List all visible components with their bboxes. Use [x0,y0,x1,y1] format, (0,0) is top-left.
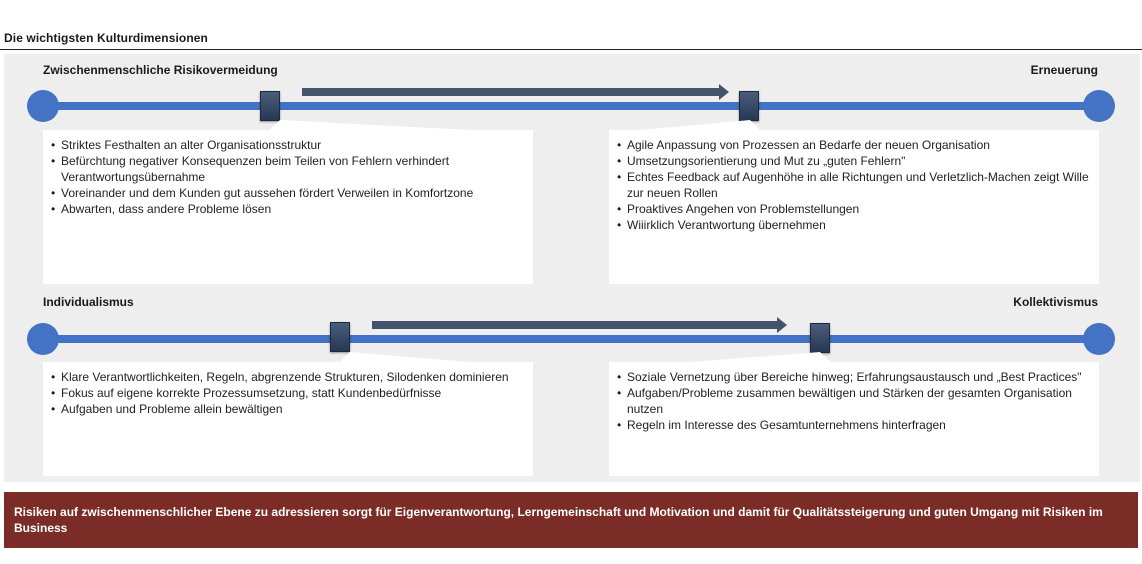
dimension-1-target-marker [739,91,759,121]
list-item: • Umsetzungsorientierung und Mut zu „guten Fehlern" [617,153,1089,169]
dimension-1-current-marker [260,91,280,121]
list-item: • Soziale Vernetzung über Bereiche hinweg; Erfahrungsaustausch und „Best Practices" [617,369,1089,385]
list-item: • Abwarten, dass andere Probleme lösen [51,201,523,217]
dimension-1-right-box [609,130,1099,284]
list-item: • Regeln im Interesse des Gesamtunternehmens hinterfragen [617,417,1089,433]
dimension-1-right-callout-pointer [640,120,760,130]
dimension-1-axis [43,102,1099,110]
dimension-1-right-label: Erneuerung [1030,63,1098,77]
dimension-2-arrow-head [777,317,787,333]
dimension-2-right-label: Kollektivismus [1013,295,1098,309]
dimension-2-left-box [43,362,533,476]
list-item: • Wiiirklich Verantwortung übernehmen [617,217,1089,233]
dimension-1-left-callout-pointer [270,120,470,130]
dimension-2-right-callout-pointer [690,352,830,362]
dimension-2-left-endpoint [27,323,59,355]
dimension-2-current-marker [330,322,350,352]
summary-banner: Risiken auf zwischenmenschlicher Ebene zu adressieren sorgt für Eigenverantwortung, Lerngemeinschaft und Motivation und damit für Qualitätssteigerung und guten Umgang mit Risiken im Business [4,492,1138,548]
dimension-1-shift-arrow [302,88,720,96]
dimension-2-target-marker [810,323,830,353]
dimension-2-left-callout-pointer [340,352,470,362]
list-item: • Striktes Festhalten an alter Organisationsstruktur [51,137,523,153]
list-item: • Klare Verantwortlichkeiten, Regeln, abgrenzende Strukturen, Silodenken dominieren [51,369,523,385]
dimension-2-right-endpoint [1083,323,1115,355]
dimension-1-left-label: Zwischenmenschliche Risikovermeidung [43,63,278,77]
list-item: • Aufgaben und Probleme allein bewältigen [51,401,523,417]
page-title: Die wichtigsten Kulturdimensionen [4,31,208,45]
dimension-1-arrow-head [719,84,729,100]
list-item: • Befürchtung negativer Konsequenzen beim Teilen von Fehlern verhindert Verantwortungsübernahme [51,153,523,185]
dimension-2-right-box [609,362,1099,476]
list-item: • Voreinander und dem Kunden gut aussehen fördert Verweilen in Komfortzone [51,185,523,201]
dimension-2-left-label: Individualismus [43,295,134,309]
dimension-1-right-endpoint [1083,90,1115,122]
dimension-1-left-endpoint [27,90,59,122]
list-item: • Echtes Feedback auf Augenhöhe in alle Richtungen und Verletzlich-Machen zeigt Wille zur neuen Rollen [617,169,1089,201]
dimension-1-left-box [43,130,533,284]
list-item: • Proaktives Angehen von Problemstellungen [617,201,1089,217]
list-item: • Aufgaben/Probleme zusammen bewältigen und Stärken der gesamten Organisation nutzen [617,385,1089,417]
dimension-2-shift-arrow [372,321,778,329]
list-item: • Agile Anpassung von Prozessen an Bedarfe der neuen Organisation [617,137,1089,153]
title-divider [0,49,1142,50]
dimension-2-axis [43,335,1099,343]
list-item: • Fokus auf eigene korrekte Prozessumsetzung, statt Kundenbedürfnisse [51,385,523,401]
